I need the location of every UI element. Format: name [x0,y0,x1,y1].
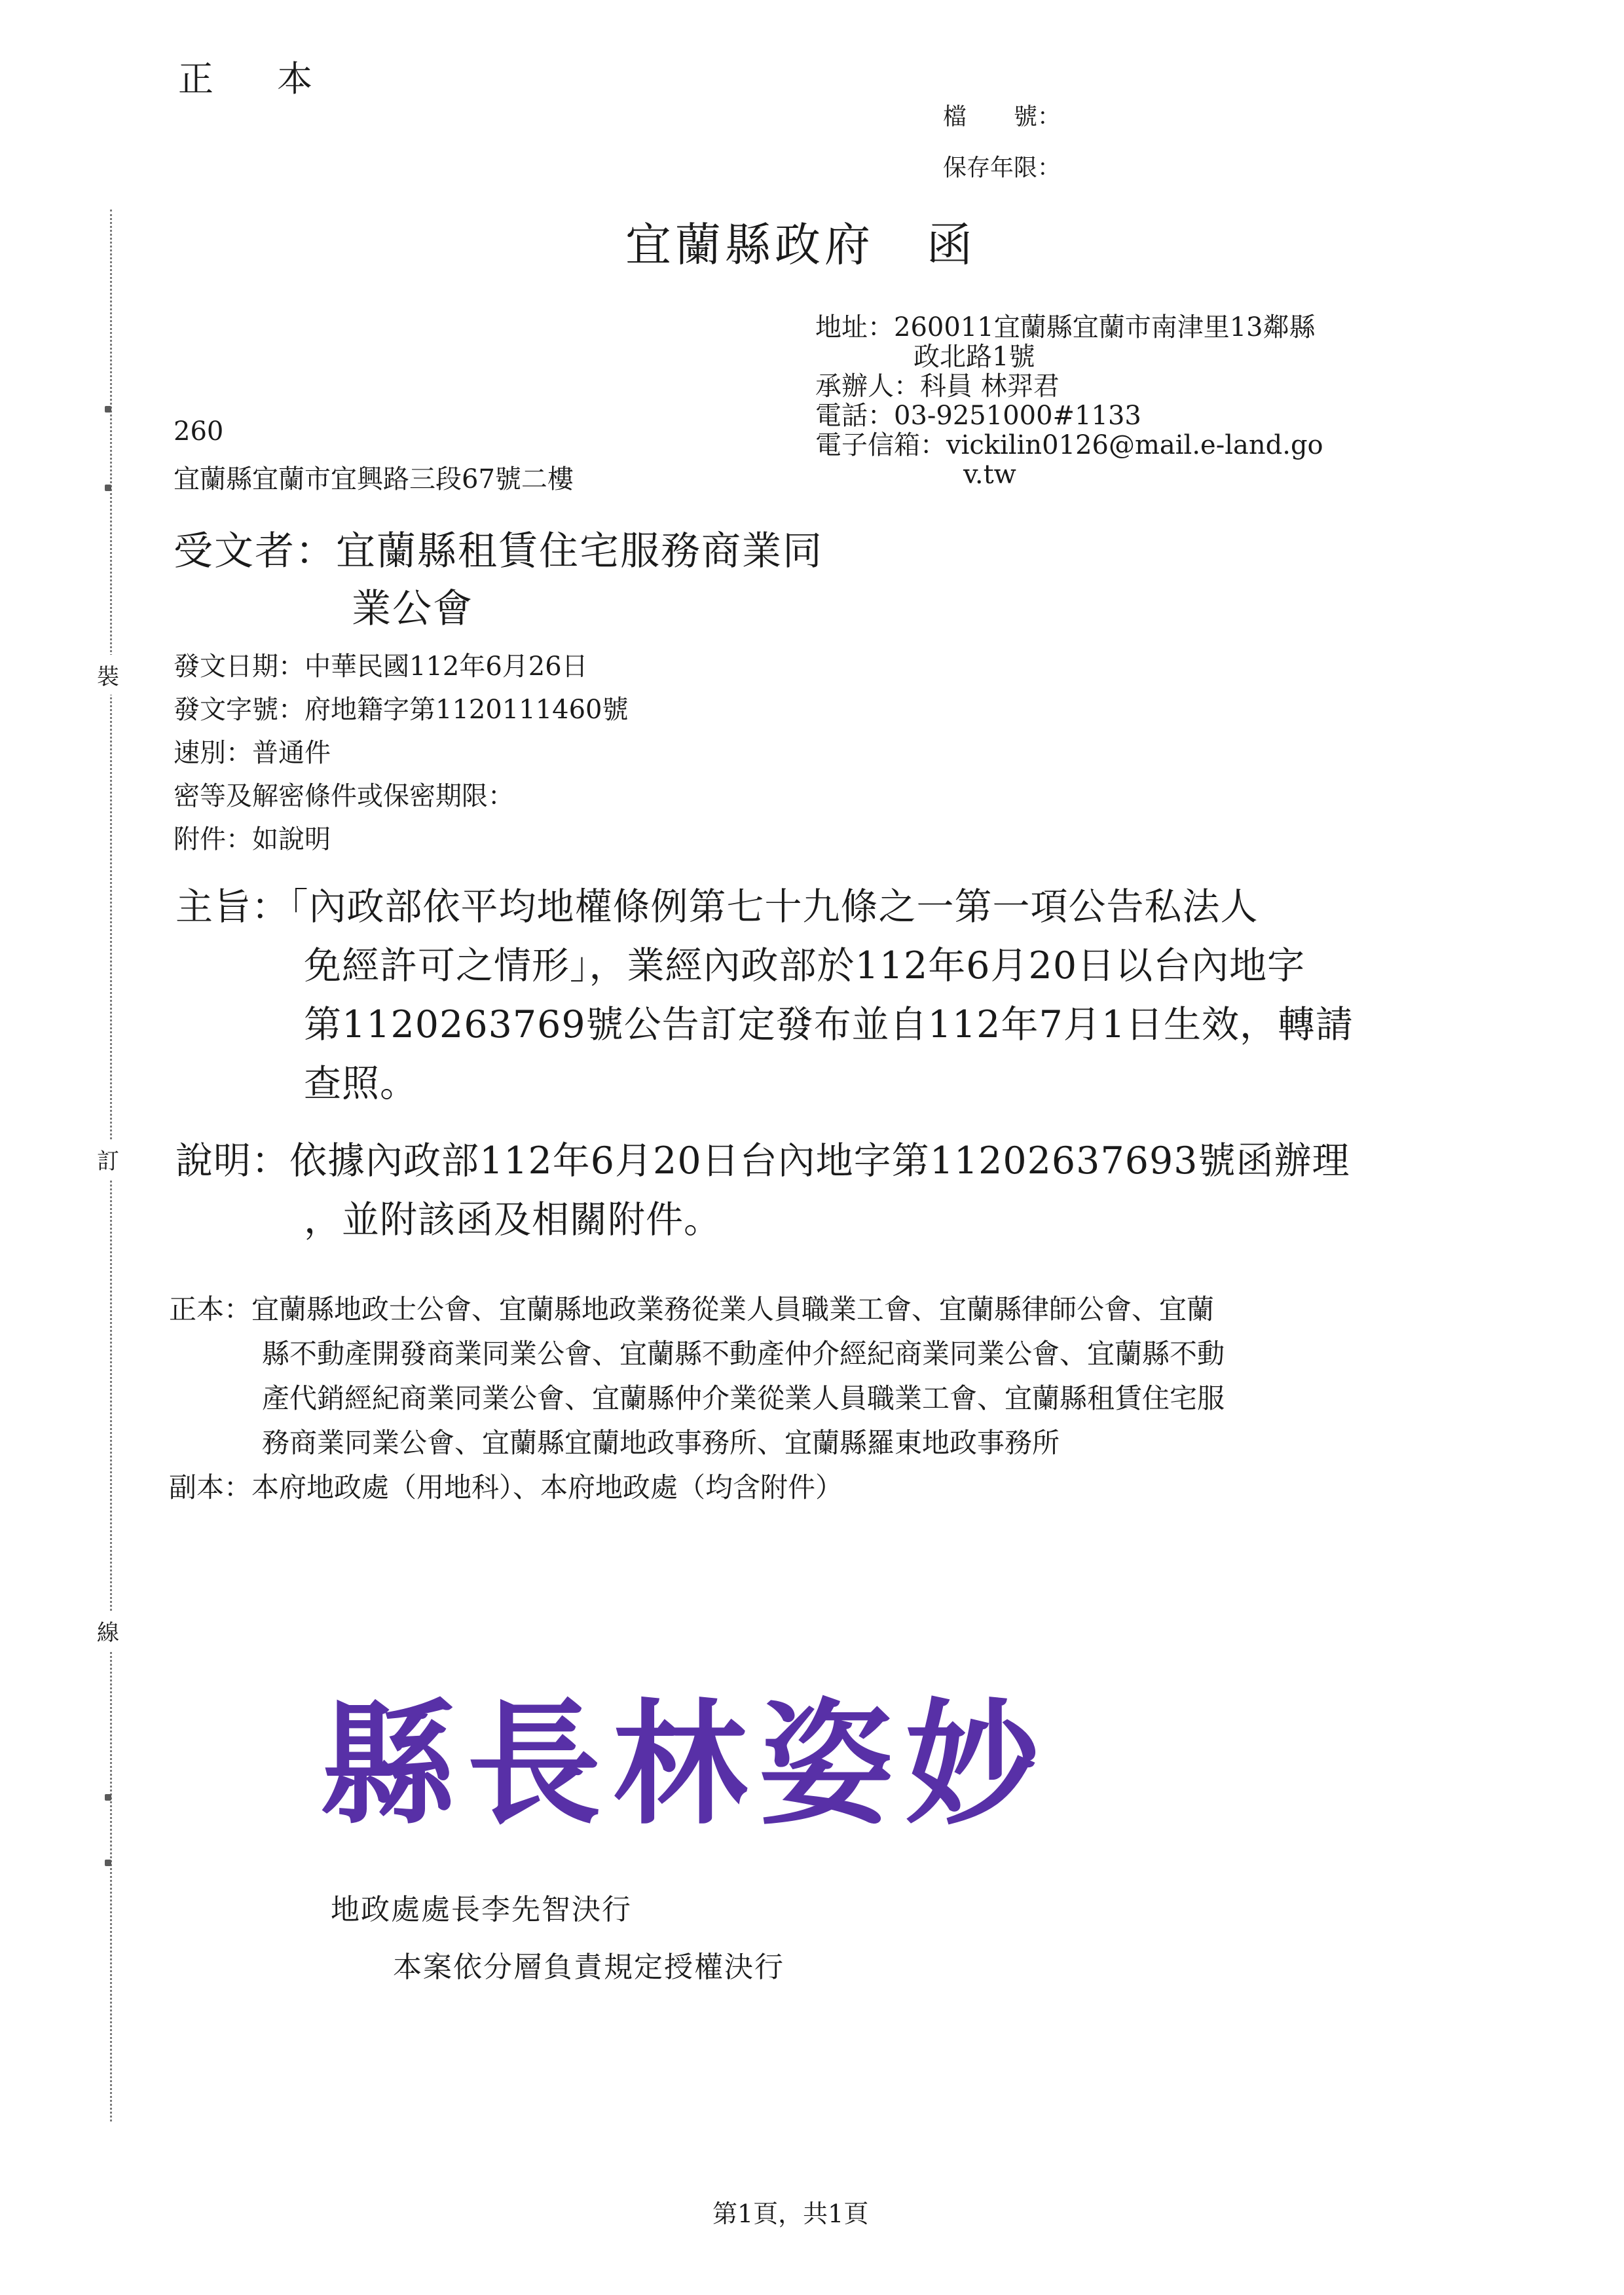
copy-recipients: 副本：本府地政處（用地科）、本府地政處（均含附件） [169,1471,843,1503]
binding-mark-zhuang: 裝 [97,655,119,695]
retention-label: 保存年限： [943,155,1061,181]
title-doc-type: 函 [927,218,976,272]
title-org: 宜蘭縣政府 [625,218,874,272]
magistrate-signature-stamp: 縣長林姿妙 [321,1686,1051,1843]
document-title [625,208,976,274]
original-recipients-line1: 正本：宜蘭縣地政士公會、宜蘭縣地政業務從業人員職業工會、宜蘭縣律師公會、宜蘭 [169,1293,1215,1325]
document-number: 發文字號：府地籍字第1120111460號 [174,695,629,725]
explanation [175,1131,1350,1249]
binding-mark-ding: 訂 [97,1139,119,1179]
page-number: 第1頁，共1頁 [712,2199,869,2228]
subject-line4: 查照。 [304,1062,418,1105]
receiver-zip: 260 [174,416,224,447]
binding-mark-xian: 線 [97,1611,119,1651]
sender-address-line2: 政北路1號 [913,342,1035,372]
approval-line1: 地政處處長李先智決行 [331,1893,632,1926]
copy-mark: 正 本 [178,58,339,100]
subject-line3: 第1120263769號公告訂定發布並自112年7月1日生效，轉請 [304,1003,1354,1046]
binding-dot [105,1860,111,1866]
sender-info [815,313,1323,490]
recipient-line2: 業公會 [352,586,473,632]
recipient-line1: 受文者：宜蘭縣租賃住宅服務商業同 [174,528,823,574]
sender-email-line2: v.tw [963,460,1016,490]
original-recipients-line3: 產代銷經紀商業同業公會、宜蘭縣仲介業從業人員職業工會、宜蘭縣租賃住宅服 [262,1382,1225,1414]
recipient [174,523,823,638]
subject-line2: 免經許可之情形」，業經內政部於112年6月20日以台內地字 [304,944,1306,987]
sender-address-line1: 地址：260011宜蘭縣宜蘭市南津里13鄰縣 [815,312,1316,342]
secrecy-level: 密等及解密條件或保密期限： [174,781,514,811]
receiver-address: 宜蘭縣宜蘭市宜興路三段67號二樓 [174,464,574,494]
binding-dot [105,485,111,491]
sender-email-line1: 電子信箱：vickilin0126@mail.e-land.go [815,430,1323,460]
distribution-list [169,1287,1225,1510]
document-meta [174,645,629,861]
explanation-line1: 說明：依據內政部112年6月20日台內地字第11202637693號函辦理 [175,1139,1350,1183]
binding-dot [105,1794,111,1801]
delivery-speed: 速別：普通件 [174,738,331,768]
subject [175,877,1354,1113]
explanation-line2: ，並附該函及相關附件。 [304,1198,722,1241]
file-number-label: 檔 號： [943,103,1061,130]
sender-contact: 承辦人：科員 林羿君 [815,371,1060,401]
original-recipients-line2: 縣不動產開發商業同業公會、宜蘭縣不動產仲介經紀商業同業公會、宜蘭縣不動 [262,1338,1225,1370]
original-recipients-line4: 務商業同業公會、宜蘭縣宜蘭地政事務所、宜蘭縣羅東地政事務所 [262,1427,1060,1459]
issue-date: 發文日期：中華民國112年6月26日 [174,652,588,682]
binding-dot [105,406,111,413]
approval-line2: 本案依分層負責規定授權決行 [393,1951,784,1984]
attachment: 附件：如說明 [174,824,331,854]
subject-line1: 主旨：「內政部依平均地權條例第七十九條之一第一項公告私法人 [175,885,1259,928]
sender-phone: 電話：03-9251000#1133 [815,401,1141,431]
